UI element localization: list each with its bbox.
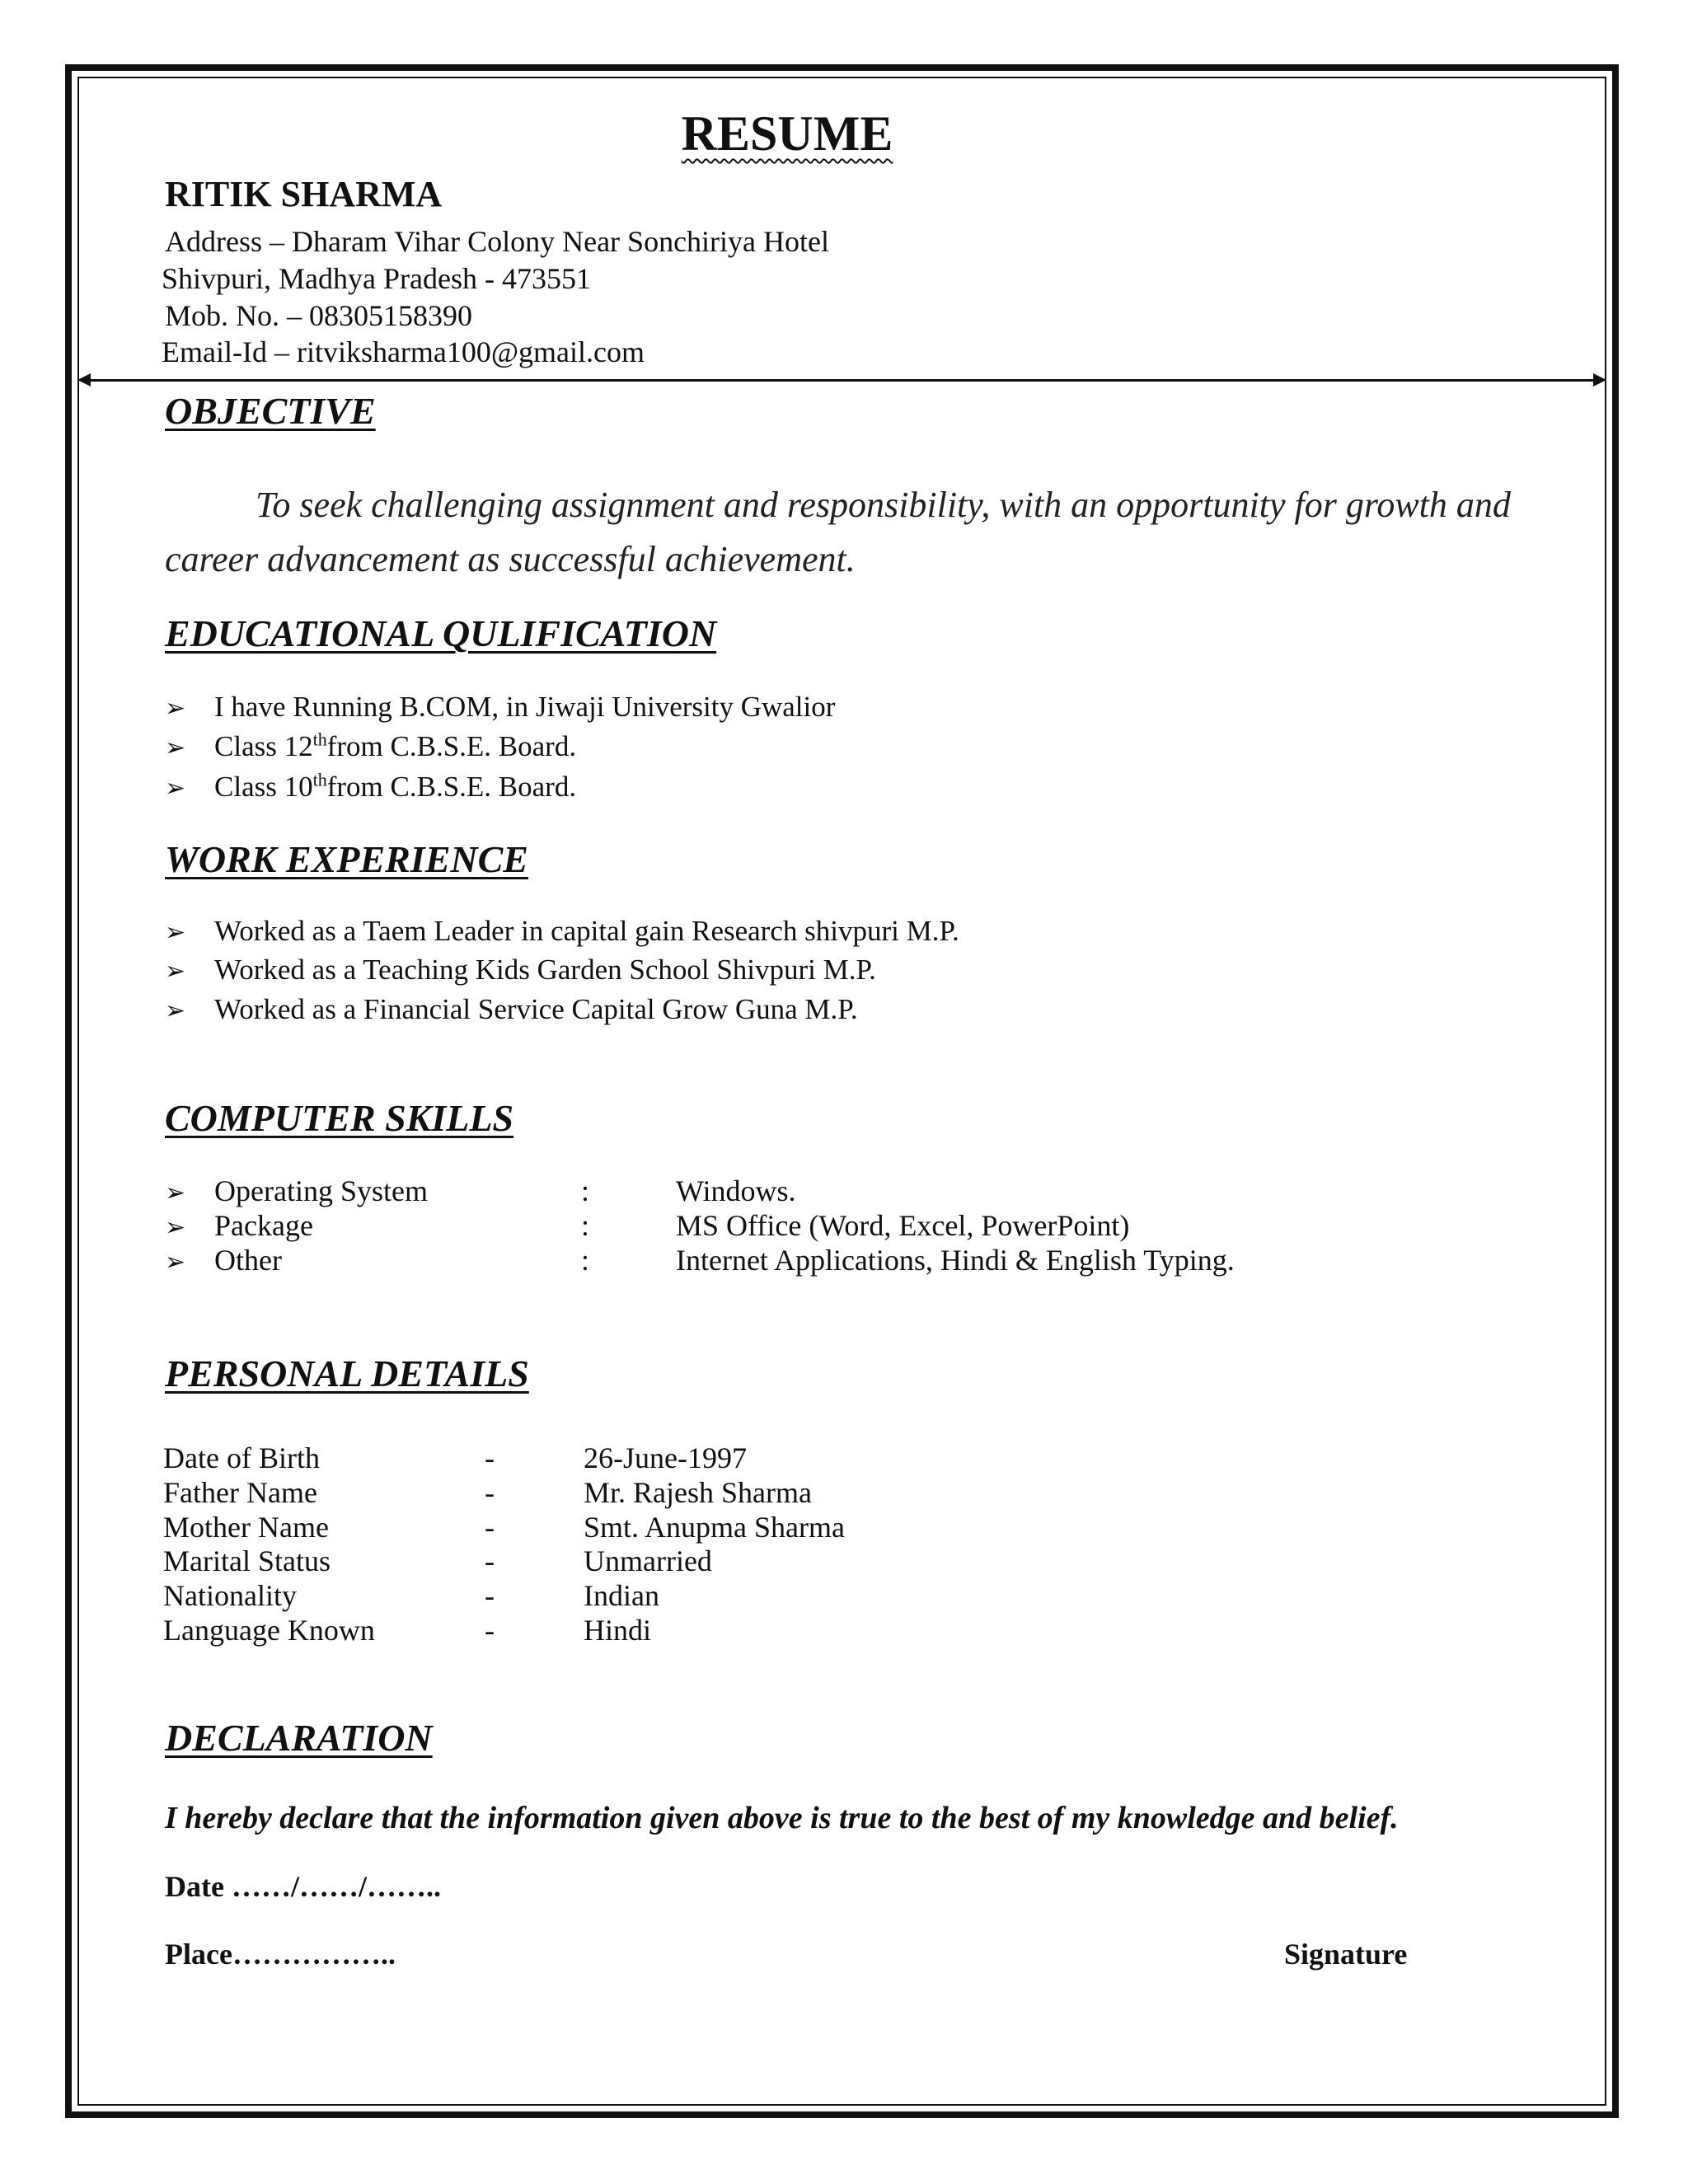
personal-row: Language Known - Hindi: [163, 1614, 652, 1647]
arrow-bullet-icon: ➢: [165, 996, 186, 1025]
work-item: ➢ Worked as a Taem Leader in capital gain Research shivpuri M.P.: [165, 915, 959, 947]
personal-row: Nationality - Indian: [163, 1579, 659, 1612]
education-heading: EDUCATIONAL QULIFICATION: [165, 612, 717, 654]
personal-row: Marital Status - Unmarried: [163, 1544, 712, 1577]
mobile-number: Mob. No. – 08305158390: [165, 299, 473, 332]
candidate-name: RITIK SHARMA: [165, 174, 443, 214]
personal-row: Mother Name - Smt. Anupma Sharma: [163, 1511, 845, 1544]
computer-skills-heading: COMPUTER SKILLS: [165, 1097, 514, 1139]
place-line: Place……………..: [165, 1938, 396, 1971]
arrow-bullet-icon: ➢: [165, 774, 186, 803]
skill-row: ➢ Other : Internet Applications, Hindi & English Typing.: [165, 1244, 1235, 1277]
education-item: ➢ Class 10thfrom C.B.S.E. Board.: [165, 769, 577, 803]
personal-row: Father Name - Mr. Rajesh Sharma: [163, 1476, 812, 1509]
work-item: ➢ Worked as a Teaching Kids Garden School Shivpuri M.P.: [165, 954, 876, 986]
arrow-bullet-icon: ➢: [165, 694, 186, 723]
work-item: ➢ Worked as a Financial Service Capital Grow Guna M.P.: [165, 993, 858, 1025]
skill-value: Windows.: [676, 1174, 796, 1207]
skill-label: Operating System: [214, 1174, 428, 1207]
skill-label: Other: [214, 1244, 282, 1277]
objective-text: To seek challenging assignment and responsibility, with an opportunity for growth and career advancement as successful achievement.: [165, 485, 1511, 579]
arrow-right-icon: [1593, 373, 1606, 387]
arrow-bullet-icon: ➢: [165, 733, 186, 762]
signature-label: Signature: [1284, 1938, 1408, 1971]
skill-label: Package: [214, 1209, 313, 1242]
personal-row: Date of Birth - 26-June-1997: [163, 1441, 747, 1474]
header-divider: [77, 377, 1606, 382]
education-item: ➢ I have Running B.COM, in Jiwaji University Gwalior: [165, 691, 836, 723]
address-line-2: Shivpuri, Madhya Pradesh - 473551: [162, 262, 591, 295]
arrow-bullet-icon: ➢: [165, 1179, 186, 1207]
personal-details-heading: PERSONAL DETAILS: [165, 1352, 529, 1394]
skill-value: MS Office (Word, Excel, PowerPoint): [676, 1209, 1130, 1242]
education-item: ➢ Class 12thfrom C.B.S.E. Board.: [165, 729, 577, 762]
arrow-bullet-icon: ➢: [165, 957, 186, 986]
arrow-bullet-icon: ➢: [165, 1248, 186, 1277]
date-line: Date ……/……/……..: [165, 1870, 441, 1903]
arrow-bullet-icon: ➢: [165, 918, 186, 947]
address-line-1: Address – Dharam Vihar Colony Near Sonchiriya Hotel: [165, 225, 829, 258]
declaration-heading: DECLARATION: [165, 1717, 433, 1759]
skill-value: Internet Applications, Hindi & English Typing.: [676, 1244, 1235, 1277]
declaration-text: I hereby declare that the information given above is true to the best of my knowledge and belief.: [165, 1801, 1399, 1835]
skill-row: ➢ Package : MS Office (Word, Excel, PowerPoint): [165, 1209, 1130, 1242]
arrow-bullet-icon: ➢: [165, 1213, 186, 1242]
email-address: Email-Id – ritviksharma100@gmail.com: [162, 335, 645, 368]
objective-heading: OBJECTIVE: [165, 390, 376, 432]
divider-line: [89, 379, 1595, 382]
work-experience-heading: WORK EXPERIENCE: [165, 838, 528, 880]
skill-row: ➢ Operating System : Windows.: [165, 1174, 796, 1207]
resume-title: RESUME: [681, 106, 893, 161]
